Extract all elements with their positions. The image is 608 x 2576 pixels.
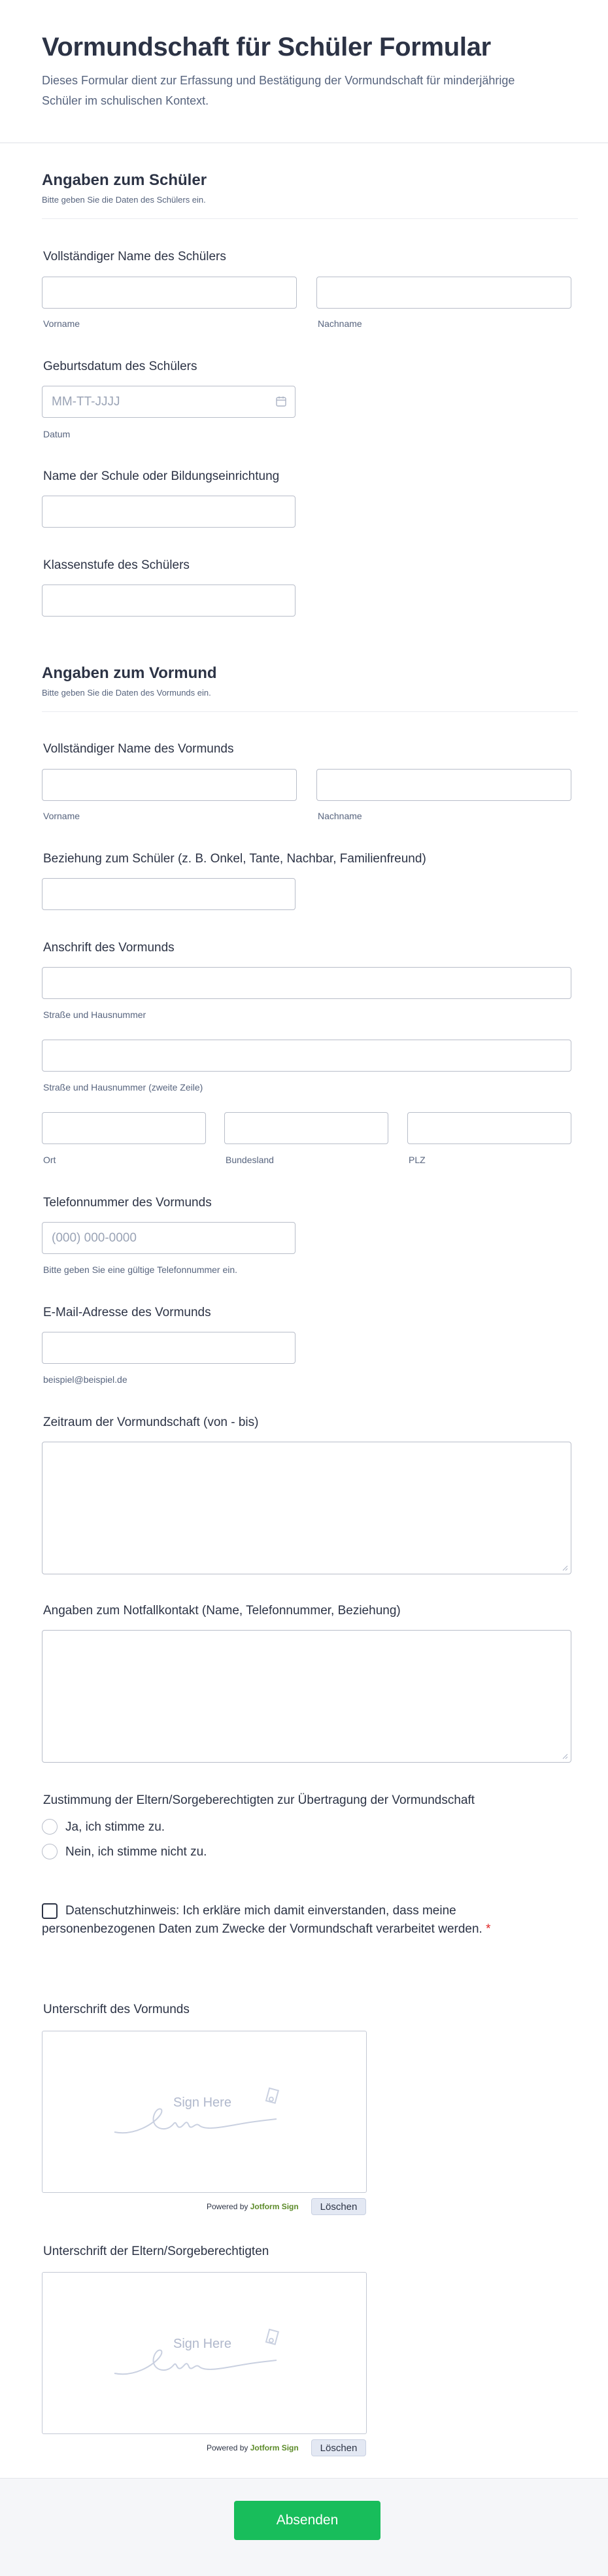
required-mark: *: [486, 1922, 491, 1936]
grade-input[interactable]: [42, 585, 296, 617]
emergency-label: Angaben zum Notfallkontakt (Name, Telefonnummer, Beziehung): [43, 1604, 401, 1618]
guardian-section-title: Angaben zum Vormund: [42, 664, 217, 682]
zip-sublabel: PLZ: [409, 1155, 426, 1165]
school-label: Name der Schule oder Bildungseinrichtung: [43, 469, 280, 483]
resize-handle-icon[interactable]: [562, 1565, 568, 1571]
city-input[interactable]: [42, 1112, 206, 1144]
resize-handle-icon[interactable]: [562, 1753, 568, 1759]
privacy-label: Datenschutzhinweis: Ich erkläre mich damit einverstanden, dass meine personenbezogenen Daten zum Zwecke der Vormundschaft verarbeitet werden.: [42, 1904, 482, 1936]
guardian-signature-pad[interactable]: [42, 2031, 367, 2193]
guardian-full-name-label: Vollständiger Name des Vormunds: [43, 742, 234, 756]
state-input[interactable]: [224, 1112, 388, 1144]
phone-sublabel: Bitte geben Sie eine gültige Telefonnummer ein.: [43, 1264, 238, 1275]
parents-signature-pad[interactable]: [42, 2272, 367, 2434]
submit-button[interactable]: Absenden: [234, 2501, 380, 2540]
period-textarea[interactable]: [42, 1442, 571, 1574]
clear-signature-button[interactable]: Löschen: [311, 2198, 366, 2215]
address-label: Anschrift des Vormunds: [43, 941, 175, 955]
student-section-title: Angaben zum Schüler: [42, 171, 207, 189]
student-birthdate-input[interactable]: [42, 386, 296, 418]
guardian-first-name-input[interactable]: [42, 769, 297, 801]
form-title: Vormundschaft für Schüler Formular: [42, 33, 491, 61]
email-label: E-Mail-Adresse des Vormunds: [43, 1306, 211, 1319]
city-sublabel: Ort: [43, 1155, 56, 1165]
student-last-name-input[interactable]: [316, 277, 571, 309]
sign-here-text: Sign Here: [173, 2337, 231, 2351]
consent-no-radio[interactable]: [42, 1844, 58, 1859]
parents-signature-label: Unterschrift der Eltern/Sorgeberechtigten: [43, 2245, 269, 2258]
guardian-signature-label: Unterschrift des Vormunds: [43, 2003, 190, 2016]
student-full-name-label: Vollständiger Name des Schülers: [43, 250, 226, 263]
guardian-section-subtitle: Bitte geben Sie die Daten des Vormunds ein.: [42, 688, 211, 698]
powered-by-text: Powered by Jotform Sign: [207, 2202, 299, 2211]
birthdate-placeholder: MM-TT-JJJJ: [52, 394, 120, 409]
section-divider: [42, 711, 578, 712]
signature-placeholder-icon: [108, 2320, 291, 2385]
sign-here-text: Sign Here: [173, 2095, 231, 2110]
zip-input[interactable]: [407, 1112, 571, 1144]
consent-yes-radio[interactable]: [42, 1819, 58, 1835]
street2-input[interactable]: [42, 1040, 571, 1072]
phone-input[interactable]: [42, 1222, 296, 1254]
relation-input[interactable]: [42, 878, 296, 910]
parents-consent-label: Zustimmung der Eltern/Sorgeberechtigten zur Übertragung der Vormundschaft: [43, 1793, 475, 1807]
powered-by-text: Powered by Jotform Sign: [207, 2443, 299, 2452]
period-label: Zeitraum der Vormundschaft (von - bis): [43, 1415, 259, 1429]
state-sublabel: Bundesland: [226, 1155, 274, 1165]
guardian-first-name-sublabel: Vorname: [43, 811, 80, 821]
student-first-name-sublabel: Vorname: [43, 318, 80, 329]
signature-placeholder-icon: [108, 2078, 291, 2144]
emergency-textarea[interactable]: [42, 1630, 571, 1763]
relation-label: Beziehung zum Schüler (z. B. Onkel, Tante, Nachbar, Familienfreund): [43, 852, 426, 866]
student-first-name-input[interactable]: [42, 277, 297, 309]
student-birthdate-label: Geburtsdatum des Schülers: [43, 360, 197, 373]
privacy-text: [42, 1902, 545, 1939]
consent-yes-label[interactable]: Ja, ich stimme zu.: [65, 1820, 165, 1834]
phone-label: Telefonnummer des Vormunds: [43, 1196, 212, 1210]
section-divider: [42, 218, 578, 219]
guardian-last-name-input[interactable]: [316, 769, 571, 801]
student-birthdate-sublabel: Datum: [43, 429, 71, 439]
phone-placeholder: (000) 000-0000: [52, 1230, 137, 1245]
calendar-icon[interactable]: [275, 396, 287, 411]
email-input[interactable]: [42, 1332, 296, 1364]
consent-no-label[interactable]: Nein, ich stimme nicht zu.: [65, 1845, 207, 1859]
guardian-last-name-sublabel: Nachname: [318, 811, 362, 821]
school-input[interactable]: [42, 496, 296, 528]
student-section-subtitle: Bitte geben Sie die Daten des Schülers ein.: [42, 195, 206, 205]
email-sublabel: beispiel@beispiel.de: [43, 1374, 127, 1385]
street2-sublabel: Straße und Hausnummer (zweite Zeile): [43, 1082, 203, 1093]
student-last-name-sublabel: Nachname: [318, 318, 362, 329]
grade-label: Klassenstufe des Schülers: [43, 558, 190, 572]
clear-signature-button[interactable]: Löschen: [311, 2439, 366, 2456]
form-description: Dieses Formular dient zur Erfassung und Bestätigung der Vormundschaft für minderjährige Schüler im schulischen Kontext.: [42, 74, 515, 107]
street-input[interactable]: [42, 967, 571, 999]
street-sublabel: Straße und Hausnummer: [43, 1009, 146, 1020]
